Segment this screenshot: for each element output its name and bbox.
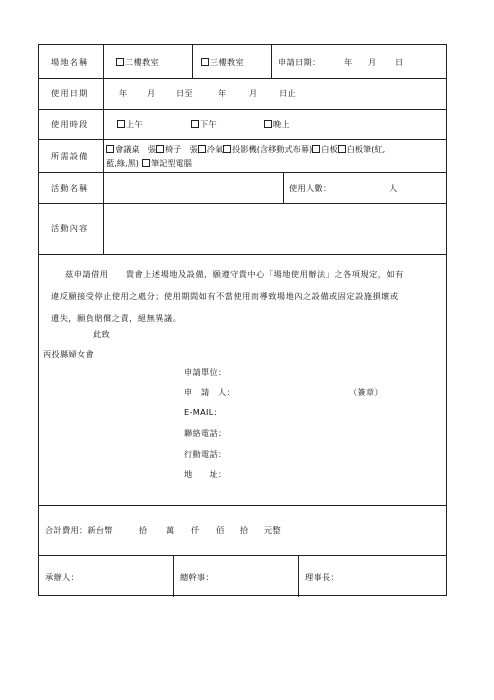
mobile-label: 行動電話： [184,449,227,459]
secretary-label: 總幹事： [180,572,214,582]
checkbox-icon[interactable] [201,58,209,66]
activity-name-label: 活動名稱 [51,183,89,193]
fee-unit-yuan: 元整 [264,525,281,535]
statement-line-2: 違反願接受停止使用之處分；使用期間如有不當使用而導致場地內之設備或固定設施損壞或 [51,291,399,301]
cell-divider [283,172,284,203]
row-divider [39,555,446,556]
cell-divider [271,45,272,78]
cell-divider [192,45,193,78]
fee-unit-qian: 仟 [191,525,200,535]
equipment-label: 所需設備 [51,151,89,161]
use-date-year1: 年 [119,88,128,98]
fee-label: 合計費用：新台幣 [45,525,113,535]
attendees-label: 使用人數： [289,183,332,193]
venue-option-3f[interactable]: 三樓教室 [201,57,244,67]
use-date-year2: 年 [218,88,227,98]
venue-option-2f[interactable]: 二樓教室 [116,57,159,67]
checkbox-icon[interactable] [156,145,164,153]
recipient: 丙投縣婦女會 [43,349,94,359]
use-date-month2: 月 [249,88,258,98]
checkbox-icon[interactable] [264,120,272,128]
use-date-label: 使用日期 [51,88,89,98]
seal-label: （簽章） [349,387,383,397]
row-divider [39,505,446,506]
handler-label: 承辦人： [45,572,79,582]
activity-content-label: 活動內容 [51,223,89,233]
application-form [38,44,447,596]
checkbox-icon[interactable] [142,159,150,167]
row-divider [39,172,446,173]
fee-unit-bai: 佰 [216,525,225,535]
apply-date-year: 年 [344,57,353,67]
equipment-line-2: 藍,綠,黑) 筆記型電腦 [106,158,192,168]
apply-date-label: 申請日期： [278,57,321,67]
phone-label: 聯絡電話： [184,428,227,438]
time-slot-evening[interactable]: 晚上 [264,119,290,129]
checkbox-icon[interactable] [106,145,114,153]
attendees-unit: 人 [389,183,398,193]
applicant-person-label: 申 請 人： [184,387,235,397]
email-label: E-MAIL： [184,407,223,417]
time-slot-afternoon[interactable]: 下午 [191,119,217,129]
row-divider [39,139,446,140]
checkbox-icon[interactable] [191,120,199,128]
row-divider [39,78,446,79]
statement-line-1: 茲申請借用 貴會上述場地及設備，願遵守貴中心「場地使用辦法」之各項規定，如有 [65,269,404,279]
time-slot-label: 使用時段 [51,119,89,129]
venue-label: 場地名稱 [51,57,89,67]
statement-line-3: 遺失，願負賠償之責，絕無異議。 [51,313,182,323]
row-divider [39,203,446,204]
checkbox-icon[interactable] [338,145,346,153]
use-date-day-to: 日至 [176,88,193,98]
checkbox-icon[interactable] [117,120,125,128]
fee-unit-shi-2: 拾 [240,525,249,535]
salutation: 此致 [93,329,110,339]
use-date-day-end: 日止 [279,88,296,98]
apply-date-day: 日 [395,57,404,67]
checkbox-icon[interactable] [116,58,124,66]
row-divider [39,109,446,110]
checkbox-icon[interactable] [198,145,206,153]
time-slot-morning[interactable]: 上午 [117,119,143,129]
cell-divider [298,555,299,597]
label-column-divider [103,45,104,254]
apply-date-month: 月 [368,57,377,67]
fee-unit-shi: 拾 [139,525,148,535]
applicant-unit-label: 申請單位： [184,367,227,377]
use-date-month1: 月 [147,88,156,98]
chairman-label: 理事長： [305,572,339,582]
row-divider [39,254,446,255]
checkbox-icon[interactable] [312,145,320,153]
checkbox-icon[interactable] [223,145,231,153]
equipment-line-1: 會議桌 張 椅子 張 冷氣 投影機(含移動式布幕) 白板 白板筆(紅, [106,144,385,154]
address-label: 地 址： [184,469,227,479]
fee-unit-wan: 萬 [166,525,175,535]
cell-divider [173,555,174,597]
